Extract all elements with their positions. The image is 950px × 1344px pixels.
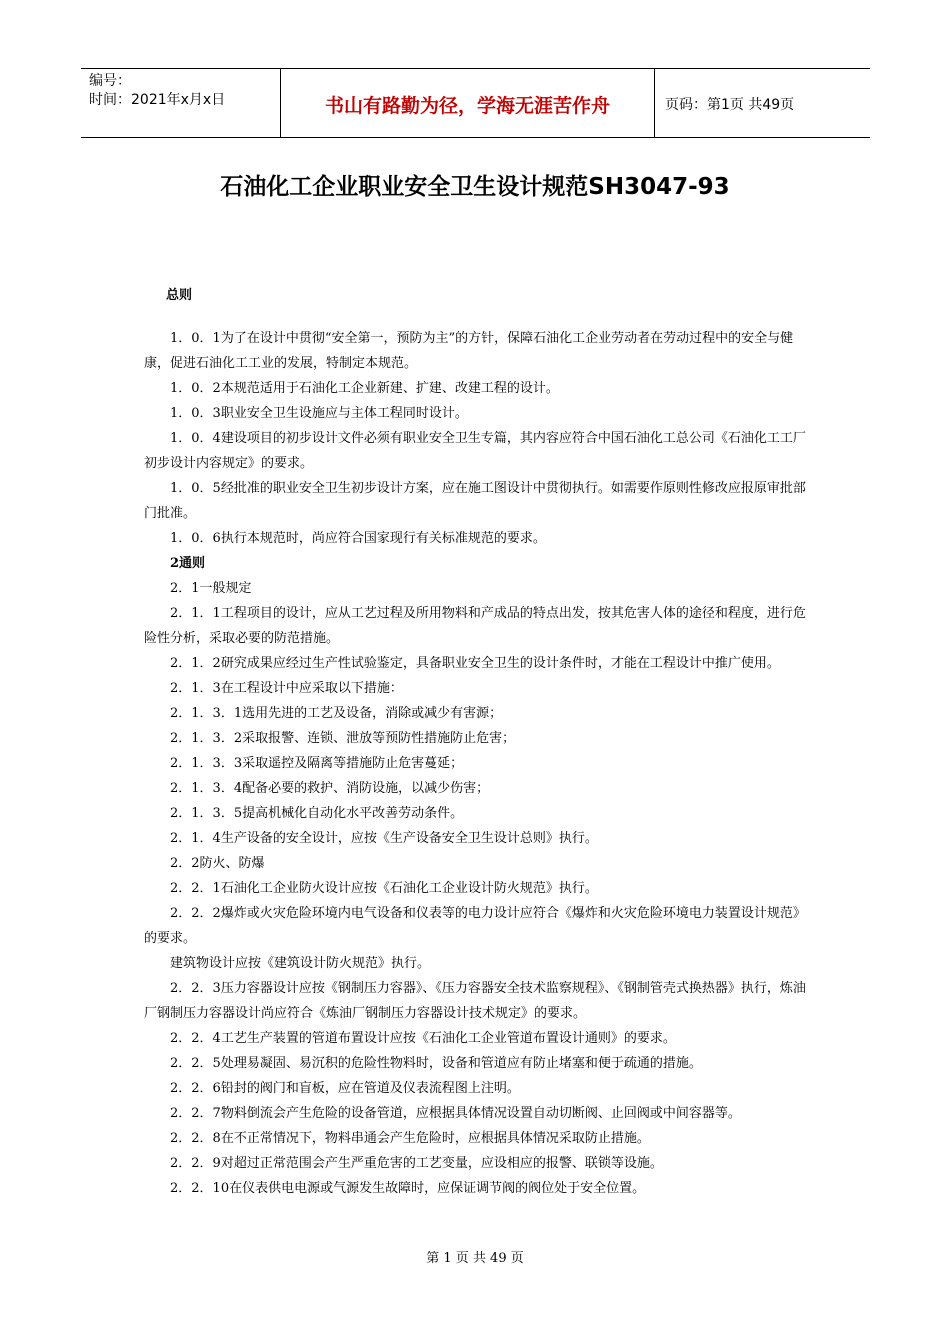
header-page-cell bbox=[655, 69, 870, 137]
paragraph: 1．0．3职业安全卫生设施应与主体工程同时设计。 bbox=[170, 406, 468, 421]
paragraph: 1．0．4建设项目的初步设计文件必须有职业安全卫生专篇，其内容应符合中国石油化工总公司《石油化工工厂初步设计内容规定》的要求。 bbox=[144, 431, 806, 471]
paragraph: 2．2．3压力容器设计应按《钢制压力容器》、《压力容器安全技术监察规程》、《钢制管壳式换热器》执行，炼油厂钢制压力容器设计尚应符合《炼油厂钢制压力容器设计技术规定》的要求。 bbox=[144, 981, 806, 1021]
chapter-heading: 2通则 bbox=[170, 556, 206, 571]
header-meta-cell bbox=[81, 69, 281, 137]
paragraph: 2．1．3在工程设计中应采取以下措施： bbox=[170, 681, 403, 696]
paragraph: 2．1．2研究成果应经过生产性试验鉴定，具备职业安全卫生的设计条件时，才能在工程设计中推广使用。 bbox=[170, 656, 780, 671]
page-header bbox=[81, 68, 870, 138]
paragraph: 2．1．1工程项目的设计，应从工艺过程及所用物料和产成品的特点出发，按其危害人体的途径和程度，进行危险性分析，采取必要的防范措施。 bbox=[144, 606, 806, 646]
paragraph: 2．2．5处理易凝固、易沉积的危险性物料时，设备和管道应有防止堵塞和便于疏通的措施。 bbox=[170, 1056, 702, 1071]
motto-text: 书山有路勤为径，学海无涯苦作舟 bbox=[324, 95, 610, 117]
paragraph: 2．1．3．2采取报警、连锁、泄放等预防性措施防止危害； bbox=[170, 731, 516, 746]
paragraph: 2．2防火、防爆 bbox=[170, 856, 265, 871]
paragraph: 建筑物设计应按《建筑设计防火规范》执行。 bbox=[170, 956, 431, 971]
paragraph: 2．2．7物料倒流会产生危险的设备管道，应根据具体情况设置自动切断阀、止回阀或中间容器等。 bbox=[170, 1106, 741, 1121]
paragraph: 2．1．4生产设备的安全设计，应按《生产设备安全卫生设计总则》执行。 bbox=[170, 831, 598, 846]
paragraph: 2．1一般规定 bbox=[170, 581, 252, 596]
page-info: 页码：第1页 共49页 bbox=[665, 97, 795, 113]
paragraph: 2．2．2爆炸或火灾危险环境内电气设备和仪表等的电力设计应符合《爆炸和火灾危险环境电力装置设计规范》的要求。 bbox=[144, 906, 806, 946]
paragraph: 1．0．1为了在设计中贯彻“安全第一，预防为主”的方针，保障石油化工企业劳动者在劳动过程中的安全与健康，促进石油化工工业的发展，特制定本规范。 bbox=[144, 331, 794, 371]
paragraph: 2．1．3．4配备必要的救护、消防设施，以减少伤害； bbox=[170, 781, 490, 796]
time-label: 时间：2021年x月x日 bbox=[89, 92, 226, 108]
document-body bbox=[144, 326, 806, 1201]
paragraph: 2．2．6铅封的阀门和盲板，应在管道及仪表流程图上注明。 bbox=[170, 1081, 520, 1096]
paragraph: 1．0．6执行本规范时，尚应符合国家现行有关标准规范的要求。 bbox=[170, 531, 546, 546]
header-motto-cell bbox=[281, 69, 655, 137]
paragraph: 2．1．3．5提高机械化自动化水平改善劳动条件。 bbox=[170, 806, 464, 821]
paragraph: 2．2．9对超过正常范围会产生严重危害的工艺变量，应设相应的报警、联锁等设施。 bbox=[170, 1156, 663, 1171]
serial-label: 编号： bbox=[89, 73, 131, 89]
document-title: 石油化工企业职业安全卫生设计规范SH3047-93 bbox=[220, 174, 730, 200]
paragraph: 2．2．1石油化工企业防火设计应按《石油化工企业设计防火规范》执行。 bbox=[170, 881, 598, 896]
page-footer: 第 1 页 共 49 页 bbox=[426, 1251, 524, 1266]
paragraph: 2．2．8在不正常情况下，物料串通会产生危险时，应根据具体情况采取防止措施。 bbox=[170, 1131, 650, 1146]
paragraph: 2．1．3．1选用先进的工艺及设备，消除或减少有害源； bbox=[170, 706, 503, 721]
section-heading: 总则 bbox=[166, 288, 193, 303]
paragraph: 2．1．3．3采取遥控及隔离等措施防止危害蔓延； bbox=[170, 756, 464, 771]
paragraph: 1．0．5经批准的职业安全卫生初步设计方案，应在施工图设计中贯彻执行。如需要作原则性修改应报原审批部门批准。 bbox=[144, 481, 806, 521]
paragraph: 2．2．10在仪表供电电源或气源发生故障时，应保证调节阀的阀位处于安全位置。 bbox=[170, 1181, 646, 1196]
paragraph: 1．0．2本规范适用于石油化工企业新建、扩建、改建工程的设计。 bbox=[170, 381, 559, 396]
paragraph: 2．2．4工艺生产装置的管道布置设计应按《石油化工企业管道布置设计通则》的要求。 bbox=[170, 1031, 676, 1046]
